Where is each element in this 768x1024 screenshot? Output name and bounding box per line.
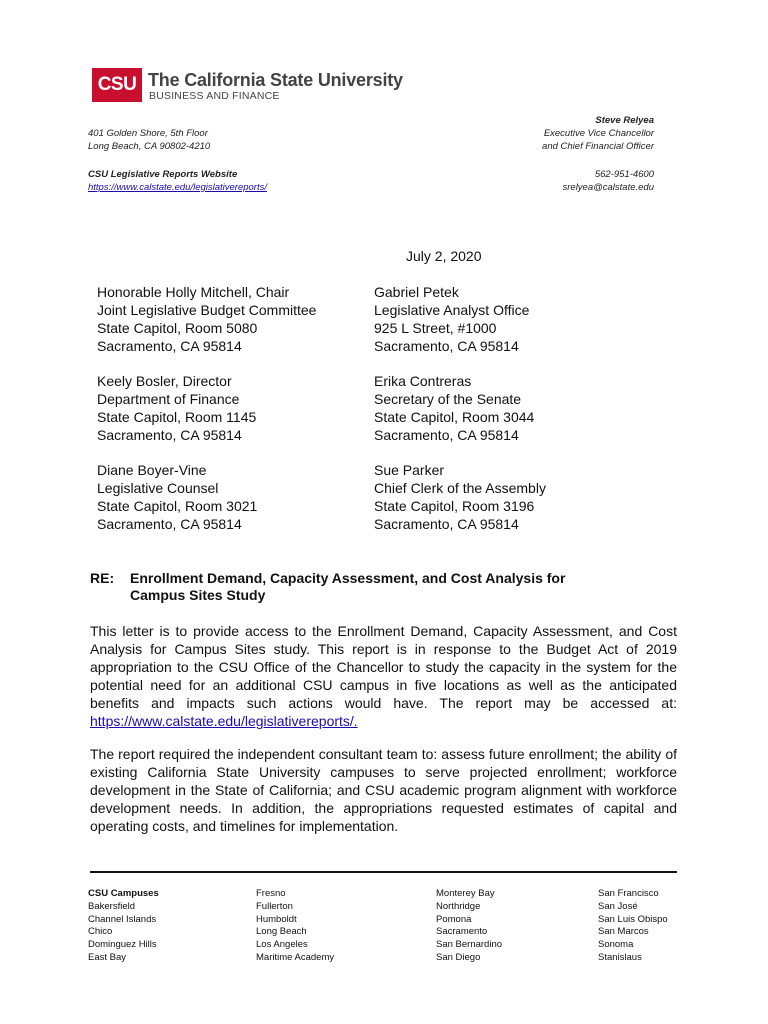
sender-title: and Chief Financial Officer [542, 141, 654, 152]
recipient-address [374, 283, 529, 355]
recipient-line: Department of Finance [97, 391, 240, 407]
recipient-line: Erika Contreras [374, 373, 472, 389]
recipient-line: Sacramento, CA 95814 [97, 516, 242, 532]
subject-label: RE: [90, 570, 115, 586]
sender-name: Steve Relyea [595, 115, 654, 126]
campus-name: Maritime Academy [256, 951, 335, 963]
recipient-line: Sacramento, CA 95814 [374, 427, 519, 443]
campus-name: Los Angeles [256, 939, 308, 951]
campus-name: Long Beach [256, 926, 307, 938]
campus-column [436, 888, 502, 965]
subject-line: Campus Sites Study [130, 587, 266, 603]
campus-name: San Luis Obispo [598, 913, 668, 925]
sender-email: srelyea@calstate.edu [562, 182, 654, 193]
recipient-line: State Capitol, Room 1145 [97, 409, 257, 425]
recipient-line: State Capitol, Room 3044 [374, 409, 535, 425]
body-paragraph-1 [90, 622, 677, 730]
website-link[interactable]: https://www.calstate.edu/legislativereports/ [88, 182, 268, 193]
csu-logo-mark: CSU [92, 68, 142, 102]
campus-name: Humboldt [256, 913, 297, 925]
recipient-address [97, 461, 257, 533]
recipient-line: Sue Parker [374, 462, 445, 478]
recipient-line: Chief Clerk of the Assembly [374, 480, 546, 496]
website-label: CSU Legislative Reports Website [88, 169, 238, 180]
recipient-address [374, 372, 534, 444]
sender-title: Executive Vice Chancellor [543, 128, 654, 139]
recipient-line: State Capitol, Room 3196 [374, 498, 535, 514]
recipient-line: Legislative Analyst Office [374, 302, 530, 318]
recipient-line: Sacramento, CA 95814 [97, 338, 242, 354]
body-paragraph-2: The report required the independent consultant team to: assess future enrollment; the ability of existing California State University campuses to serve projected enrollment; workforce development in the State of California; and CSU academic program alignment with workforce development needs. In addition, the appropriations requested estimates of capital and operating costs, and timelines for implementation. [90, 746, 677, 834]
campus-name: Northridge [436, 900, 481, 912]
campus-name: East Bay [88, 951, 127, 963]
recipient-line: Keely Bosler, Director [97, 373, 232, 389]
campus-name: San José [598, 900, 638, 912]
campus-column [598, 888, 668, 965]
campus-name: Stanislaus [598, 951, 642, 963]
sender-phone: 562-951-4600 [594, 169, 654, 180]
paragraph-text: This letter is to provide access to the Enrollment Demand, Capacity Assessment, and Cost Analysis for Campus Sites study. This report is in response to the Budget Act of 2019 appropriation to the CSU Office of the Chancellor to study the capacity in the system for the potential need for an additional CSU campus in five locations as well as the anticipated benefits and impacts such actions would have. The report may be accessed at: [90, 623, 677, 711]
subject-text [130, 570, 650, 604]
recipient-line: Honorable Holly Mitchell, Chair [97, 284, 290, 300]
campus-name: Monterey Bay [436, 888, 495, 899]
letter-date: July 2, 2020 [406, 248, 482, 264]
campus-name: Bakersfield [88, 900, 135, 912]
campus-name: Chico [88, 926, 113, 938]
recipient-line: Diane Boyer-Vine [97, 462, 207, 478]
recipient-line: Sacramento, CA 95814 [374, 338, 519, 354]
campus-name: Fresno [256, 888, 286, 899]
campus-name: San Marcos [598, 926, 649, 938]
campus-name: San Diego [436, 951, 481, 963]
sender-block [542, 114, 654, 153]
campus-column [88, 888, 159, 965]
recipient-line: Gabriel Petek [374, 284, 459, 300]
campus-name: San Bernardino [436, 939, 503, 951]
campus-name: Dominguez Hills [88, 939, 157, 951]
campus-name: Channel Islands [88, 913, 157, 925]
recipient-line: Legislative Counsel [97, 480, 219, 496]
office-address [88, 127, 210, 153]
division-name: BUSINESS AND FINANCE [149, 90, 280, 102]
subject-line: Enrollment Demand, Capacity Assessment, and Cost Analysis for [130, 570, 566, 586]
campus-name: San Francisco [598, 888, 659, 899]
recipient-address [374, 461, 546, 533]
recipient-line: Sacramento, CA 95814 [374, 516, 519, 532]
report-link[interactable]: https://www.calstate.edu/legislativereports/. [90, 713, 358, 729]
recipient-line: State Capitol, Room 3021 [97, 498, 258, 514]
sender-contact [563, 168, 655, 194]
campus-column [256, 888, 334, 965]
campus-name: Sacramento [436, 926, 488, 938]
recipient-line: State Capitol, Room 5080 [97, 320, 258, 336]
recipient-address [97, 283, 316, 355]
recipient-line: 925 L Street, #1000 [374, 320, 497, 336]
campuses-heading: CSU Campuses [88, 888, 159, 899]
org-name: The California State University [148, 70, 403, 90]
campus-name: Fullerton [256, 900, 293, 912]
footer-divider [90, 871, 677, 873]
recipient-line: Secretary of the Senate [374, 391, 522, 407]
campus-name: Sonoma [598, 939, 634, 951]
address-line: Long Beach, CA 90802-4210 [88, 141, 211, 152]
recipient-line: Sacramento, CA 95814 [97, 427, 242, 443]
recipient-address [97, 372, 256, 444]
website-block [88, 168, 267, 194]
campus-name: Pomona [436, 913, 472, 925]
recipient-line: Joint Legislative Budget Committee [97, 302, 317, 318]
address-line: 401 Golden Shore, 5th Floor [88, 128, 208, 139]
